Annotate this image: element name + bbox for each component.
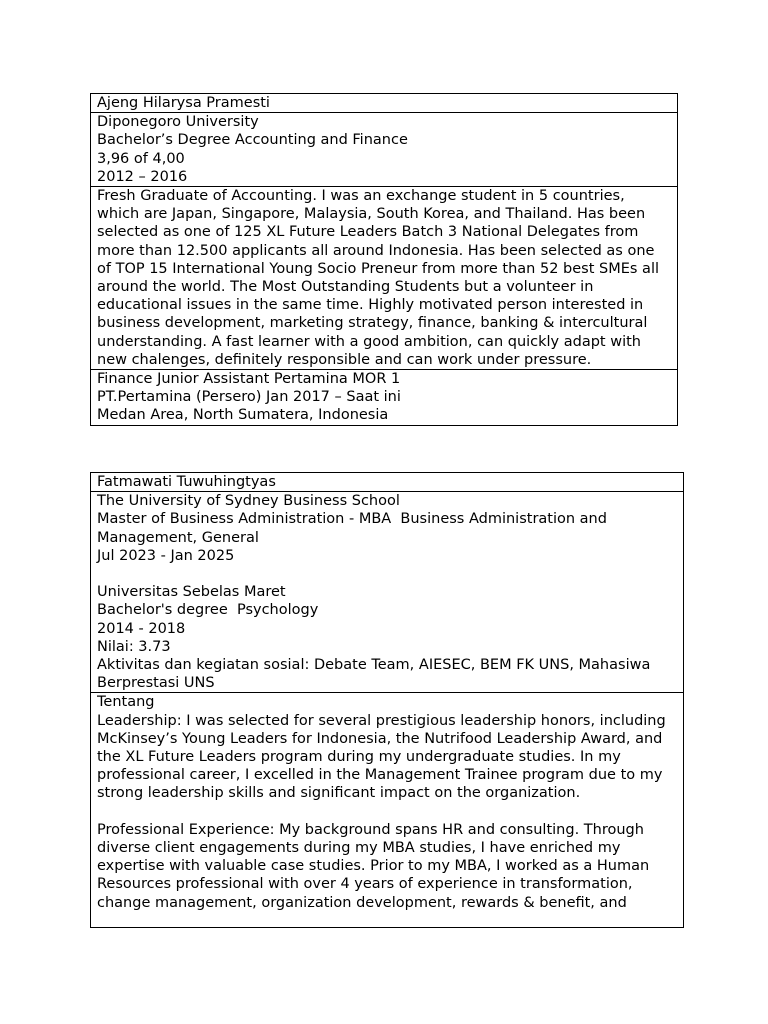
- about-content: [97, 693, 677, 927]
- about-cell: [91, 693, 684, 928]
- summary-text: Fresh Graduate of Accounting. I was an exchange student in 5 countries, which are Japan, Singapore, Malaysia, South Korea, and Thailand. Has been selected as one of 125 XL Future Leaders Batch 3 National Delegates from more than 12.500 applicants all around Indonesia. Has been selected as one of TOP 15 International Young Socio Preneur from more than 52 best SMEs all around the world. The Most Outstanding Students but a volunteer in educational issues in the same time. Highly motivated person interested in business development, marketing strategy, finance, banking & intercultural understanding. A fast learner with a good ambition, can quickly adapt with new chalenges, definitely responsible and can work under pressure.: [97, 188, 664, 368]
- profile-name: Ajeng Hilarysa Pramesti: [97, 95, 270, 111]
- spacer: [97, 803, 677, 821]
- study-period: Jul 2023 - Jan 2025: [97, 547, 235, 564]
- profile-name-cell: [91, 94, 678, 113]
- degree: Bachelor’s Degree Accounting and Finance: [97, 132, 408, 149]
- gpa: Nilai: 3.73: [97, 638, 171, 655]
- about-heading: Tentang: [97, 694, 155, 711]
- university-name: Universitas Sebelas Maret: [97, 584, 286, 601]
- profile-table-ajeng: [90, 93, 678, 426]
- education-cell: [91, 492, 684, 693]
- study-period: 2014 - 2018: [97, 620, 186, 637]
- profile-table-fatmawati: [90, 472, 684, 928]
- university-name: The University of Sydney Business School: [97, 493, 400, 510]
- university-name: Diponegoro University: [97, 114, 259, 131]
- profile-name-cell: [91, 473, 684, 492]
- job-location: Medan Area, North Sumatera, Indonesia: [97, 407, 389, 424]
- education-cell: [91, 113, 678, 187]
- leadership-text: Leadership: I was selected for several prestigious leadership honors, including McKinsey’s Young Leaders for Indonesia, the Nutrifood Leadership Award, and the XL Future Leaders program during my undergraduate studies. In my professional career, I excelled in the Management Trainee program due to my strong leadership skills and significant impact on the organization.: [97, 712, 671, 802]
- spacer: [97, 565, 677, 583]
- job-title: Finance Junior Assistant Pertamina MOR 1: [97, 371, 401, 388]
- professional-experience-text: Professional Experience: My background spans HR and consulting. Through diverse client engagements during my MBA studies, I have enriched my expertise with valuable case studies. Prior to my MBA, I worked as a Human Resources professional with over 4 years of experience in transformation, change management, organization development, rewards & benefit, and: [97, 821, 654, 911]
- summary-cell: [91, 187, 678, 370]
- degree: Master of Business Administration - MBA Business Administration and Management, General: [97, 511, 612, 546]
- profile-name: Fatmawati Tuwuhingtyas: [97, 474, 276, 490]
- degree: Bachelor's degree Psychology: [97, 602, 319, 619]
- activities: Aktivitas dan kegiatan sosial: Debate Team, AIESEC, BEM FK UNS, Mahasiwa Berprestasi UNS: [97, 657, 655, 692]
- experience-cell: [91, 370, 678, 426]
- company-and-period: PT.Pertamina (Persero) Jan 2017 – Saat ini: [97, 389, 401, 406]
- study-period: 2012 – 2016: [97, 168, 188, 185]
- gpa: 3,96 of 4,00: [97, 150, 185, 167]
